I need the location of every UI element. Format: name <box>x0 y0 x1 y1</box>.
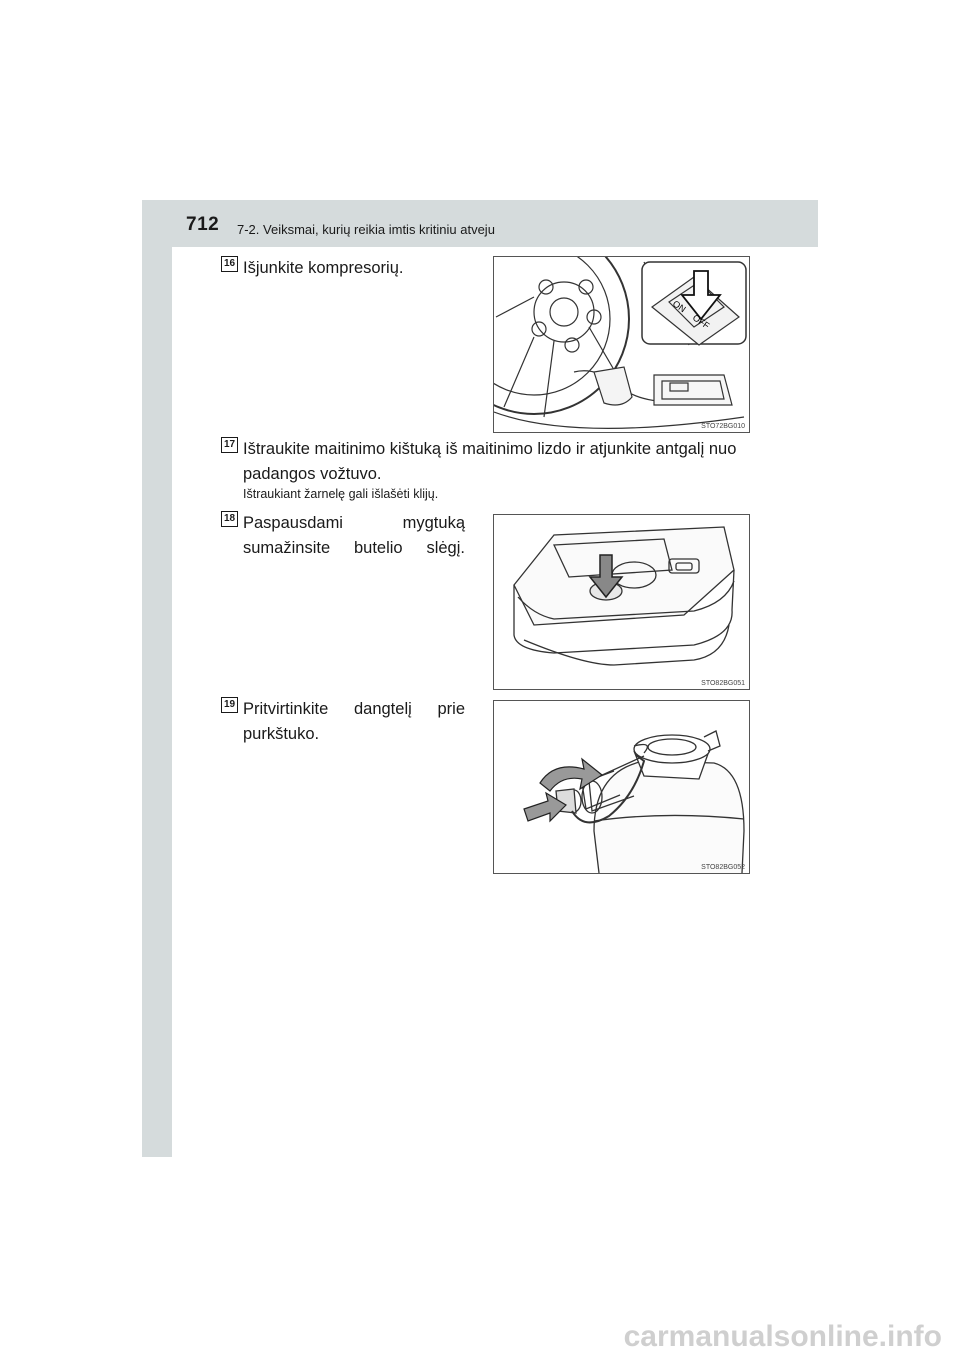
header-divider <box>142 244 818 247</box>
compressor-wheel-illustration <box>494 257 749 432</box>
watermark: carmanualsonline.info <box>623 1320 942 1353</box>
page-number: 712 <box>186 214 220 235</box>
step-text-19: Pritvirtinkite dangtelį prie purkštuko. <box>243 700 465 743</box>
switch-on-label: ON <box>670 298 688 315</box>
switch-off-label: OFF <box>690 312 712 331</box>
step-note-17: Ištraukiant žarnelę gali išlašėti klijų. <box>243 487 439 501</box>
figure-code: STO82BG051 <box>701 680 745 687</box>
step-number-16: 16 <box>221 256 238 272</box>
page-sidebar <box>142 200 172 1157</box>
bottle-case-illustration <box>494 515 749 689</box>
figure-bottle-pressure-button <box>493 514 750 690</box>
step-text-18: Paspausdami mygtuką sumažinsite butelio slėgį. <box>243 514 465 557</box>
section-title: 7-2. Veiksmai, kurių reikia imtis kritiniu atveju <box>237 222 495 237</box>
step-text-17: Ištraukite maitinimo kištuką iš maitinimo lizdo ir atjunkite antgalį nuo padangos vožtuvo. <box>243 440 737 483</box>
step-number-18: 18 <box>221 511 238 527</box>
step-text-16: Išjunkite kompresorių. <box>243 259 404 277</box>
step-number-19: 19 <box>221 697 238 713</box>
step-number-17: 17 <box>221 437 238 453</box>
nozzle-cap-illustration <box>494 701 749 873</box>
figure-code: STO72BG010 <box>701 423 745 430</box>
figure-code: STO82BG052 <box>701 864 745 871</box>
figure-compressor-switch-off <box>493 256 750 433</box>
figure-attach-cap-to-nozzle <box>493 700 750 874</box>
